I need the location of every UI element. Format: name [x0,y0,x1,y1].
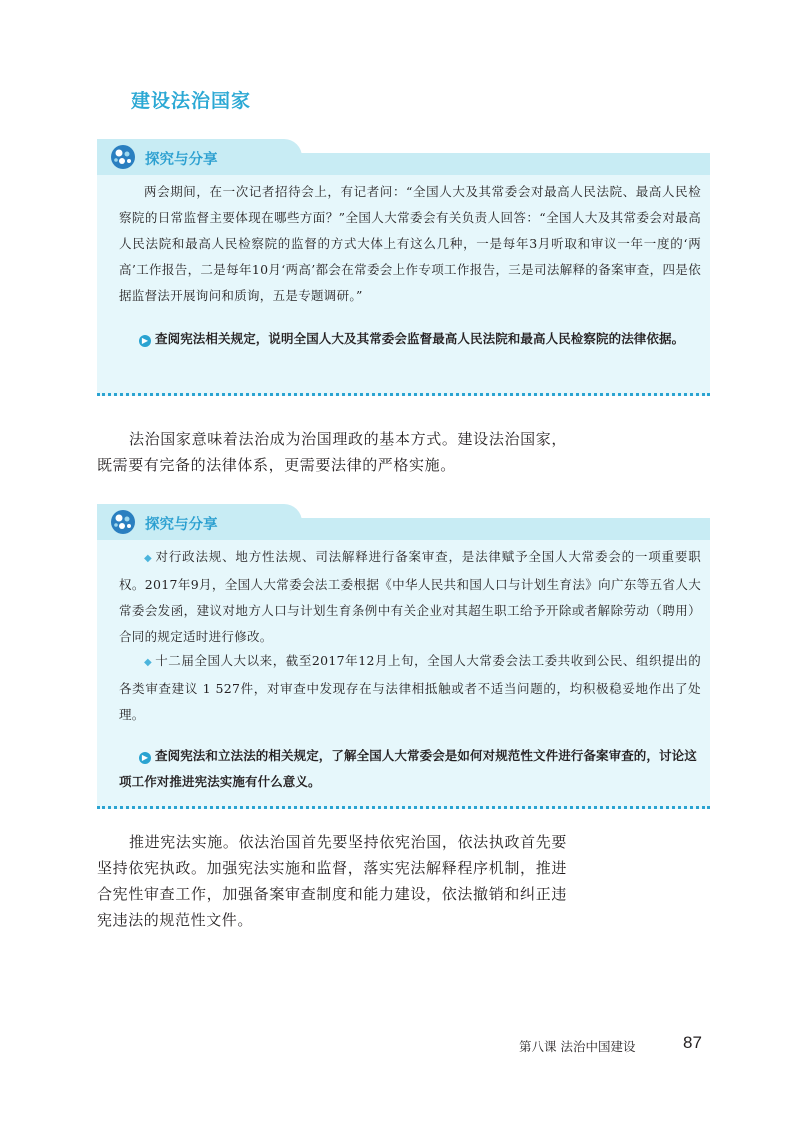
section-title: 建设法治国家 [131,90,252,112]
diamond-bullet-icon: ◆ [144,657,153,668]
explore-body [97,175,710,396]
body-paragraph-1: 法治国家意味着法治成为治国理政的基本方式。建设法治国家，既需要有完备的法律体系，更需要法律的严格实施。 [97,430,567,474]
explore-label: 探究与分享 [145,517,218,533]
explore-body [97,540,710,809]
explore-label: 探究与分享 [145,152,218,168]
explore-share-icon [109,143,137,171]
explore-share-box-1 [97,139,710,396]
explore-paragraph: 两会期间，在一次记者招待会上，有记者问：“全国人大及其常委会对最高人民法院、最高人民检察院的日常监督主要体现在哪些方面？”全国人大常委会有关负责人回答：“全国人大及其常委会对最高人民法院和最高人民检察院的监督的方式大体上有这么几种，一是每年3月听取和审议一年一度的‘两高’工作报告，二是每年10月‘两高’都会在常委会上作专项工作报告，三是司法解释的备案审查，四是依据监督法开展询问和质询，五是专题调研。” [119,184,701,303]
explore-question [119,743,701,795]
explore-share-icon [109,508,137,536]
page-number: 87 [683,1033,702,1052]
question-text: 查阅宪法相关规定，说明全国人大及其常委会监督最高人民法院和最高人民检察院的法律依据。 [155,331,685,346]
bullet-text: 十二届全国人大以来，截至2017年12月上旬，全国人大常委会法工委共收到公民、组织提出的各类审查建议 1 527件，对审查中发现存在与法律相抵触或者不适当问题的，均积极稳妥地作出了处理。 [119,653,701,722]
explore-bullet-1 [119,544,701,650]
question-text: 查阅宪法和立法法的相关规定，了解全国人大常委会是如何对规范性文件进行备案审查的，讨论这项工作对推进宪法实施有什么意义。 [119,748,697,789]
arrow-right-icon: ▶ [139,335,151,347]
diamond-bullet-icon: ◆ [144,553,153,564]
explore-share-box-2 [97,504,710,809]
arrow-right-icon: ▶ [139,752,151,764]
explore-bullet-2 [119,648,701,728]
footer-chapter: 第八课 法治中国建设 [519,1039,636,1054]
explore-question [119,326,701,352]
bullet-text: 对行政法规、地方性法规、司法解释进行备案审查，是法律赋予全国人大常委会的一项重要职权。2017年9月，全国人大常委会法工委根据《中华人民共和国人口与计划生育法》向广东等五省人大常委会发函，建议对地方人口与计划生育条例中有关企业对其超生职工给予开除或者解除劳动（聘用）合同的规定适时进行修改。 [119,549,701,644]
body-paragraph-2: 推进宪法实施。依法治国首先要坚持依宪治国，依法执政首先要坚持依宪执政。加强宪法实施和监督，落实宪法解释程序机制，推进合宪性审查工作，加强备案审查制度和能力建设，依法撤销和纠正违宪违法的规范性文件。 [97,833,567,929]
